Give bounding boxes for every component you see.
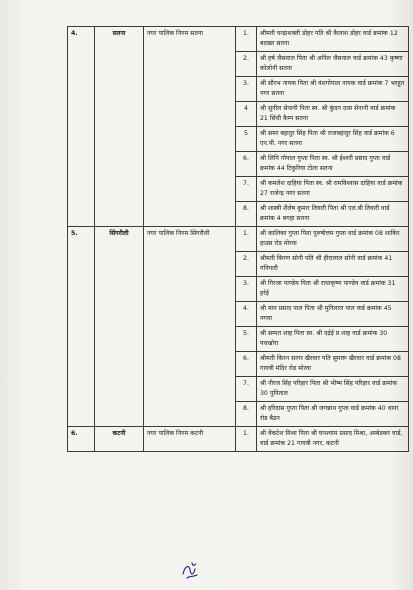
member-number-cell: 1. — [236, 427, 257, 452]
municipal-body-cell: नगर पालिक निगम सिंगरौली — [144, 227, 236, 427]
signature-mark — [179, 560, 203, 582]
member-details-cell: श्रीमती चन्द्राशक्ती डोहर पति श्री कैलाश डोहर वार्ड क्रमांक 12 बदखर सतना — [257, 27, 409, 52]
member-details-cell: श्री नीरज सिंह परिहार पिता श्री भीष्म सिंह परिहार वार्ड क्रमांक 30 पुपिताल — [257, 377, 409, 402]
district-cell: सतना — [95, 27, 144, 227]
municipal-body-cell: नगर पालिक निगम सतना — [144, 27, 236, 227]
member-details-cell: श्री कालिका गुप्ता पिता पुरुषोत्तम गुप्ता वार्ड क्रमांक 08 शाकिर हाउस रोड मोरवा — [257, 227, 409, 252]
member-number-cell: 8. — [236, 402, 257, 427]
district-cell: कटनी — [95, 427, 144, 452]
member-number-cell: 1. — [236, 227, 257, 252]
member-number-cell: 7. — [236, 377, 257, 402]
member-number-cell: 5 — [236, 127, 257, 152]
table-row — [68, 27, 409, 52]
member-number-cell: 3. — [236, 77, 257, 102]
district-cell: सिंगरौली — [95, 227, 144, 427]
member-details-cell: श्री गिरजा पाण्डेय पिता श्री राधाकृष्ण पाण्डेय वार्ड क्रमांक 31 हर्रई — [257, 277, 409, 302]
member-number-cell: 8. — [236, 202, 257, 227]
member-details-cell: श्री समर बहादुर सिंह पिता श्री राजबहादुर सिंह वार्ड क्रमांक 6 एन.पी. नगर सतना — [257, 127, 409, 152]
member-number-cell: 1. — [236, 27, 257, 52]
municipal-body-cell: नगर पालिक निगम कटनी — [144, 427, 236, 452]
member-details-cell: श्री शास्त्री शैलेष कुमार तिवारी पिता श्री एल.बी तिवारी वार्ड क्रमांक 4 बगहा सतना — [257, 202, 409, 227]
table-row — [68, 427, 409, 452]
member-details-cell: श्री मान प्रसाद पाल पिता श्री मुनिलाल पाल वार्ड क्रमांक 45 नगवा — [257, 302, 409, 327]
member-number-cell: 7. — [236, 177, 257, 202]
member-details-cell: श्री हरिदास गुप्ता पिता श्री जगन्नाथ गुप्ता वार्ड क्रमांक 40 थाना रोड बैढन — [257, 402, 409, 427]
table-body — [68, 27, 409, 452]
serial-number-cell: 5. — [68, 227, 95, 427]
member-number-cell: 6. — [236, 152, 257, 177]
member-details-cell: श्री सम्पत शाह पिता स्व. श्री दर्द्रई प्र शाह वार्ड क्रमांक 30 पचखोरा — [257, 327, 409, 352]
member-details-cell: श्रीमती किरन सागर खैरवार पति सुमारू खैरवार वार्ड क्रमांक 08 गायत्री मंदिर रोड मोरवा — [257, 352, 409, 377]
member-details-cell: श्री सौरभ नायक पिता श्री वंशगोपाल नायक वार्ड क्रमांक 7 भरहुत नगर सतना — [257, 77, 409, 102]
member-details-cell: श्री वेंकटेश मिश्रा पिता श्री घनश्याम प्रसाद मिश्रा, अम्बेडकर वार्ड, वार्ड क्रमांक 21 गायत्री नगर, कटनी — [257, 427, 409, 452]
member-number-cell: 6. — [236, 352, 257, 377]
member-details-cell: श्री सुनील सेनानी पिता स्व. श्री कुंदन दास सेनानी वार्ड क्रमांक 21 सिंधी कैम्प सतना — [257, 102, 409, 127]
member-number-cell: 2. — [236, 252, 257, 277]
member-number-cell: 3. — [236, 277, 257, 302]
member-number-cell: 4. — [236, 302, 257, 327]
allotment-table — [67, 26, 409, 452]
member-details-cell: श्री कमलेश दाहिया पिता स्व. श्री रामविश्वास दाहिया वार्ड क्रमांक 27 राजेन्द्र नगर सतना — [257, 177, 409, 202]
member-details-cell: श्री हर्ष जैसवाल पिता श्री अनिल जैसवाल वार्ड क्रमांक 43 कृष्णा कोलोनी सतना — [257, 52, 409, 77]
member-number-cell: 2. — [236, 52, 257, 77]
member-number-cell: 4 — [236, 102, 257, 127]
member-number-cell: 5. — [236, 327, 257, 352]
serial-number-cell: 4. — [68, 27, 95, 227]
serial-number-cell: 6. — [68, 427, 95, 452]
member-details-cell: श्री लिपि गोपाल गुप्ता पिता स्व. श्री ईश्वरी प्रसाद गुप्ता वार्ड क्रमांक 44 टिकुरिया टोला सतना — [257, 152, 409, 177]
member-details-cell: श्रीमती किरण सोनी पति श्री हीरालाल सोनी वार्ड क्रमांक 41 गनियारी — [257, 252, 409, 277]
table-row — [68, 227, 409, 252]
